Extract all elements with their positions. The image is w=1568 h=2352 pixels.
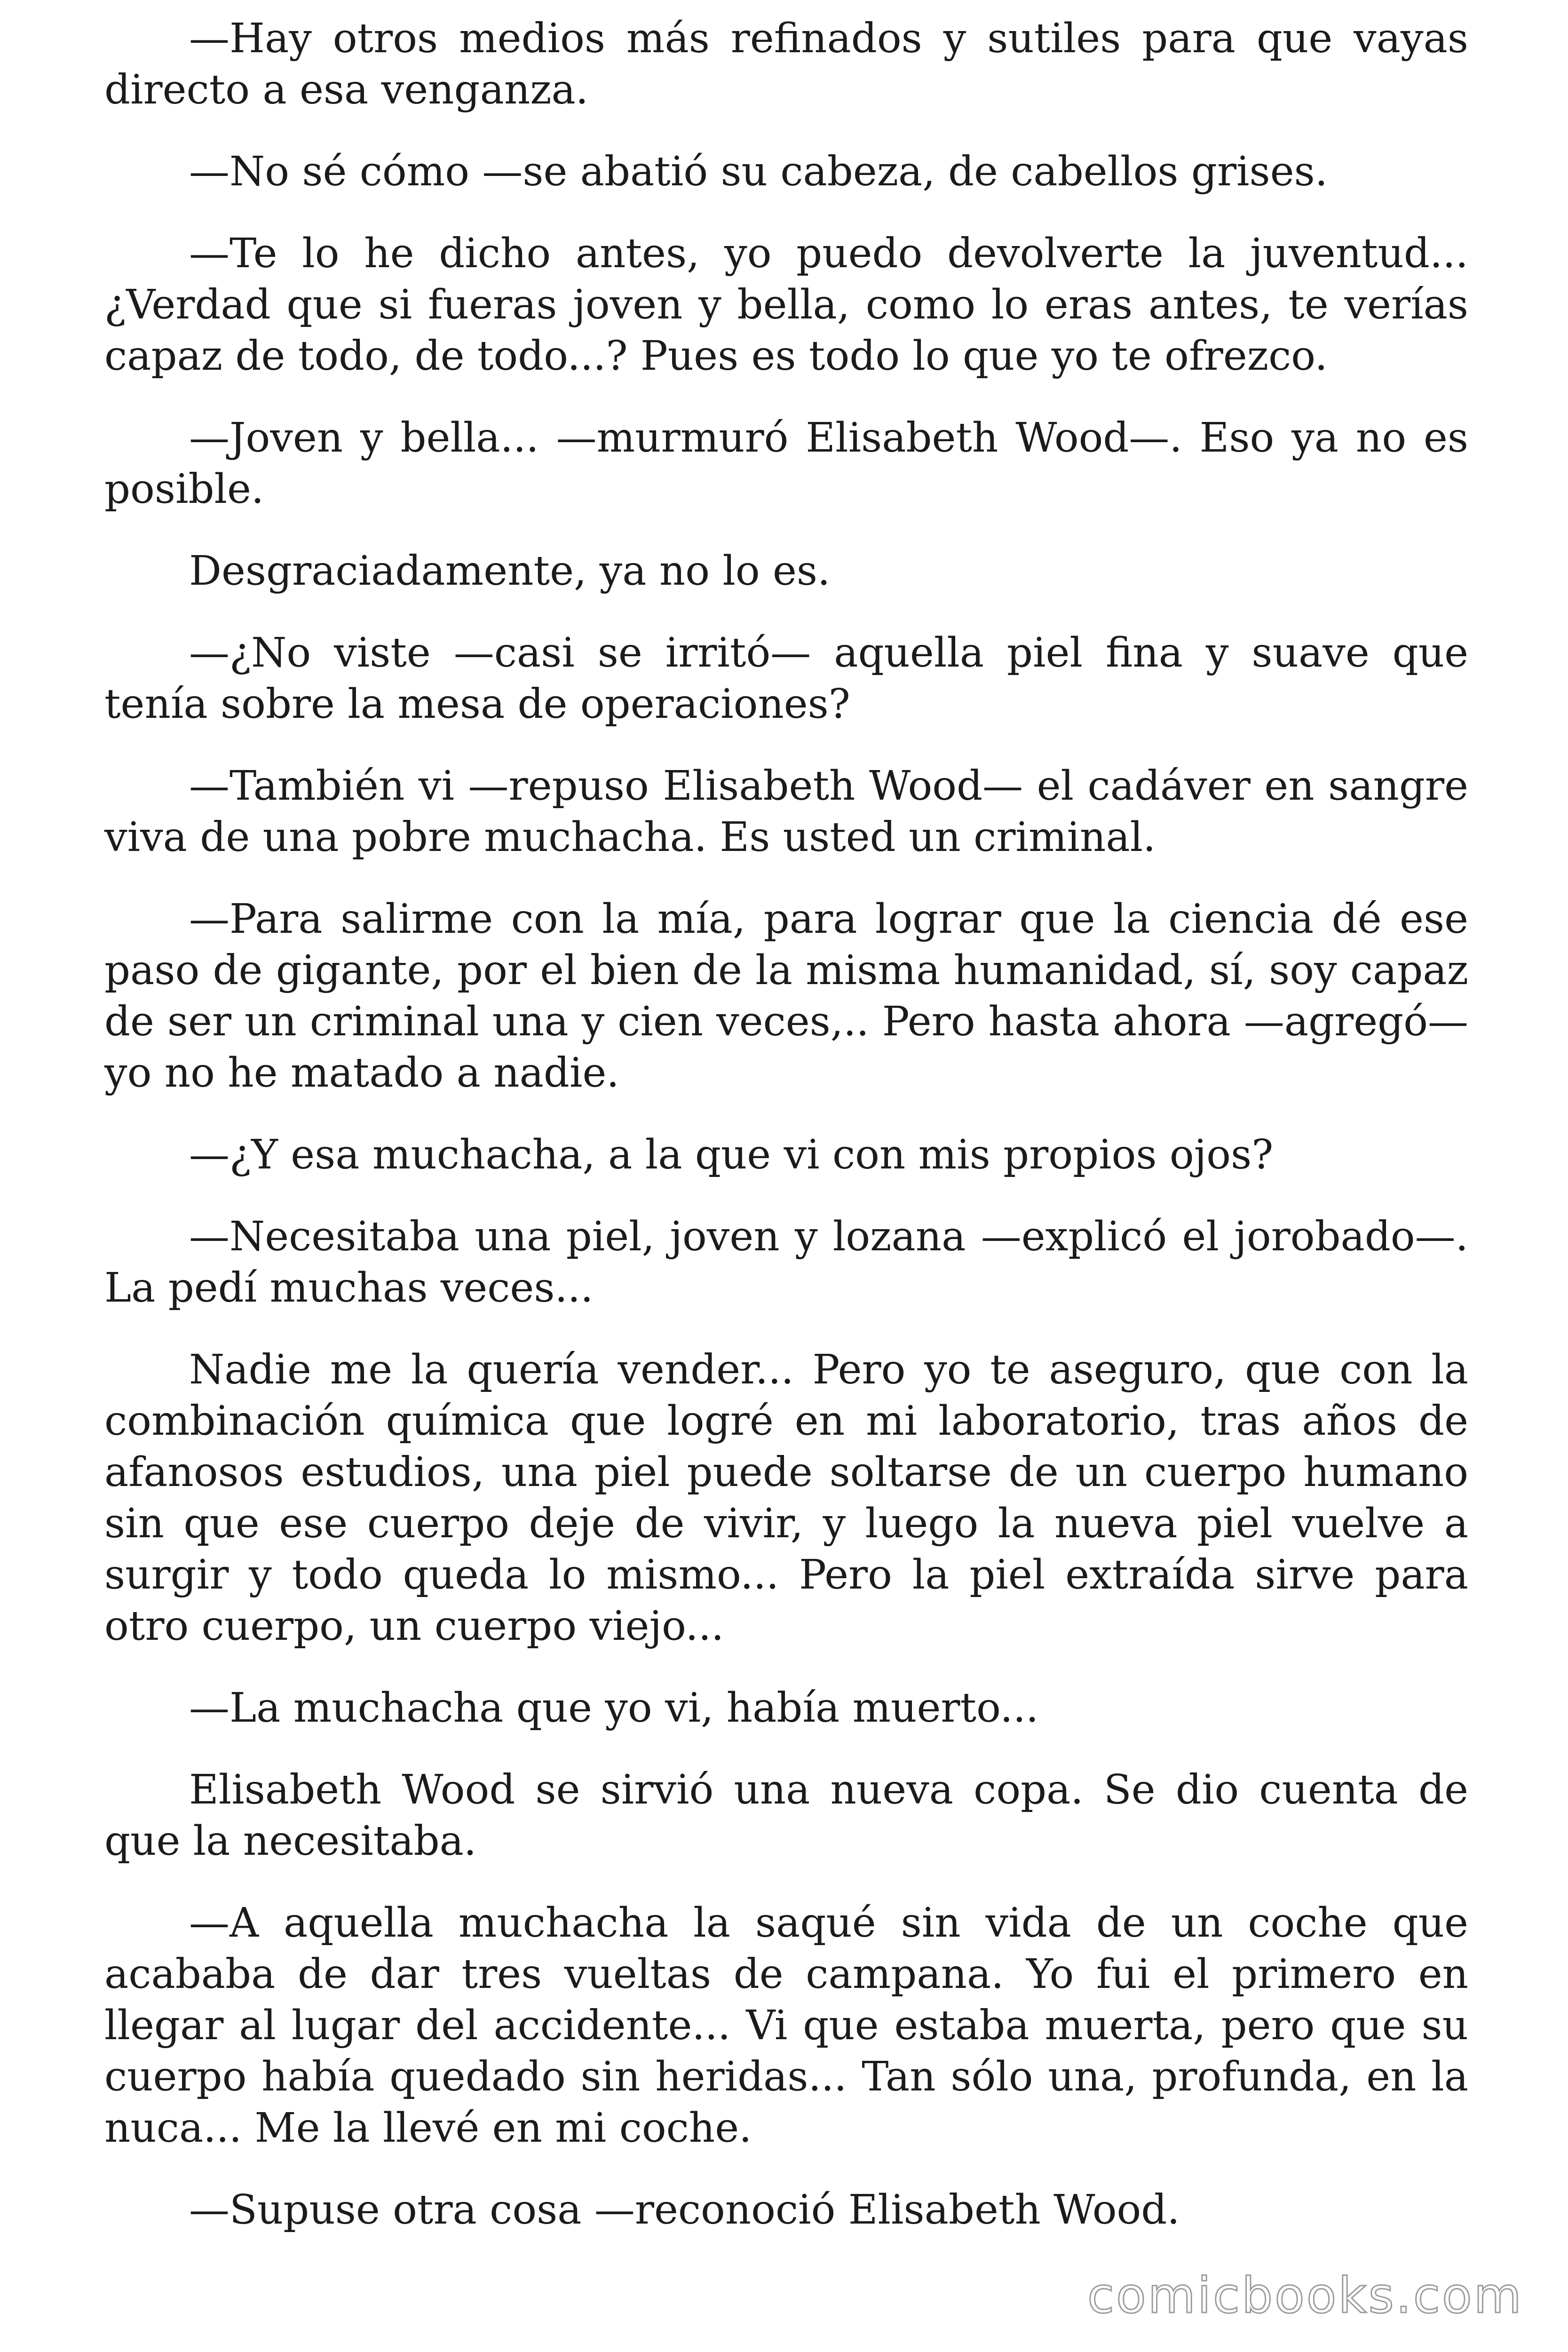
watermark: comicbooks.com [1087, 2267, 1523, 2324]
paragraph: —Te lo he dicho antes, yo puedo devolverte la juventud... ¿Verdad que si fueras joven y bella, como lo eras antes, te verías capaz de todo, de todo...? Pues es todo lo que yo te ofrezco. [104, 230, 1468, 380]
paragraph: —La muchacha que yo vi, había muerto... [189, 1685, 1039, 1732]
paragraph: Elisabeth Wood se sirvió una nueva copa. Se dio cuenta de que la necesitaba. [104, 1766, 1468, 1865]
paragraph: —No sé cómo —se abatió su cabeza, de cabellos grises. [189, 148, 1328, 195]
paragraph: —Joven y bella... —murmuró Elisabeth Wood—. Eso ya no es posible. [104, 414, 1468, 513]
paragraph: —Para salirme con la mía, para lograr que la ciencia dé ese paso de gigante, por el bien de la misma humanidad, sí, soy capaz de ser un criminal una y cien veces,.. Pero hasta ahora —agregó— yo no he matado a nadie. [104, 896, 1468, 1097]
paragraph: —Necesitaba una piel, joven y lozana —explicó el jorobado—. La pedí muchas veces... [104, 1213, 1468, 1311]
paragraph: —A aquella muchacha la saqué sin vida de un coche que acababa de dar tres vueltas de campana. Yo fui el primero en llegar al lugar del accidente... Vi que estaba muerta, pero que su cuerpo había quedado sin heridas... Tan sólo una, profunda, en la nuca... Me la llevé en mi coche. [104, 1899, 1468, 2152]
paragraph: —Supuse otra cosa —reconoció Elisabeth Wood. [189, 2186, 1180, 2233]
paragraph: —¿Y esa muchacha, a la que vi con mis propios ojos? [189, 1131, 1274, 1178]
paragraph: —¿No viste —casi se irritó— aquella piel fina y suave que tenía sobre la mesa de operaciones? [104, 629, 1468, 728]
paragraph: Desgraciadamente, ya no lo es. [189, 548, 831, 595]
page-text [104, 13, 1468, 2266]
paragraph: —Hay otros medios más refinados y sutiles para que vayas directo a esa venganza. [104, 15, 1468, 113]
paragraph: —También vi —repuso Elisabeth Wood— el cadáver en sangre viva de una pobre muchacha. Es usted un criminal. [104, 763, 1468, 861]
paragraph: Nadie me la quería vender... Pero yo te aseguro, que con la combinación química que logré en mi laboratorio, tras años de afanosos estudios, una piel puede soltarse de un cuerpo humano sin que ese cuerpo deje de vivir, y luego la nueva piel vuelve a surgir y todo queda lo mismo... Pero la piel extraída sirve para otro cuerpo, un cuerpo viejo... [104, 1346, 1468, 1650]
